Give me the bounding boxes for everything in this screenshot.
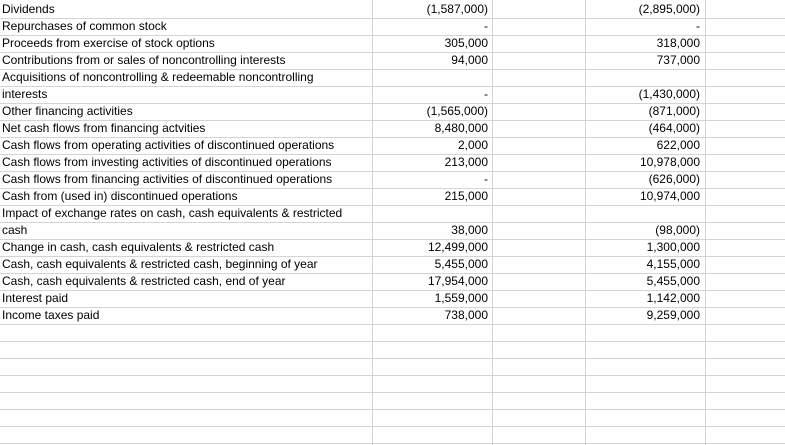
row-label-cell[interactable]: Cash flows from investing activities of discontinued operations [2, 155, 332, 169]
row-label-cell[interactable]: Cash flows from operating activities of discontinued operations [2, 138, 335, 152]
value-cell-col2[interactable]: (626,000) [648, 172, 700, 186]
row-gridline [0, 375, 785, 376]
row-label-cell[interactable]: Cash, cash equivalents & restricted cash, end of year [2, 274, 286, 288]
value-cell-col1[interactable] [372, 69, 488, 86]
value-cell-col1[interactable]: (1,587,000) [426, 2, 488, 16]
value-cell-col2[interactable]: (464,000) [648, 121, 700, 135]
row-label-cell[interactable]: Change in cash, cash equivalents & restricted cash [2, 240, 275, 254]
value-cell-col1[interactable]: - [484, 172, 488, 186]
value-cell-col2[interactable]: 5,455,000 [646, 274, 700, 288]
row-gridline [0, 443, 785, 444]
value-cell-col2[interactable]: - [696, 19, 700, 33]
row-label-cell[interactable]: interests [2, 87, 48, 101]
value-cell-col2[interactable]: 318,000 [656, 36, 700, 50]
value-cell-col2[interactable]: 737,000 [656, 53, 700, 67]
row-label-cell[interactable]: Repurchases of common stock [2, 19, 167, 33]
value-cell-col2[interactable]: (2,895,000) [638, 2, 700, 16]
value-cell-col1[interactable]: 94,000 [451, 53, 488, 67]
value-cell-col1[interactable] [372, 205, 488, 222]
value-cell-col1[interactable]: 38,000 [451, 223, 488, 237]
value-cell-col2[interactable] [585, 205, 700, 222]
value-cell-col2[interactable]: 4,155,000 [646, 257, 700, 271]
value-cell-col1[interactable]: 738,000 [444, 308, 488, 322]
value-cell-col1[interactable]: 305,000 [444, 36, 488, 50]
value-cell-col1[interactable]: 215,000 [444, 189, 488, 203]
value-cell-col2[interactable]: 10,974,000 [639, 189, 700, 203]
row-label-cell[interactable]: Cash flows from financing activities of discontinued operations [2, 172, 333, 186]
value-cell-col1[interactable]: 213,000 [444, 155, 488, 169]
row-gridline [0, 358, 785, 359]
value-cell-col2[interactable]: (1,430,000) [638, 87, 700, 101]
row-label-cell[interactable]: Cash from (used in) discontinued operations [2, 189, 238, 203]
row-label-cell[interactable]: Income taxes paid [2, 308, 100, 322]
row-label-cell[interactable]: Impact of exchange rates on cash, cash equivalents & restricted [2, 206, 343, 220]
value-cell-col2[interactable] [585, 69, 700, 86]
row-gridline [0, 324, 785, 325]
value-cell-col2[interactable]: (871,000) [648, 104, 700, 118]
value-cell-col1[interactable]: 2,000 [457, 138, 488, 152]
value-cell-col1[interactable]: 8,480,000 [434, 121, 488, 135]
row-label-cell[interactable]: Proceeds from exercise of stock options [2, 36, 215, 50]
value-cell-col1[interactable]: 17,954,000 [427, 274, 488, 288]
row-gridline [0, 426, 785, 427]
value-cell-col1[interactable]: - [484, 19, 488, 33]
value-cell-col1[interactable]: 5,455,000 [434, 257, 488, 271]
row-label-cell[interactable]: Net cash flows from financing actvities [2, 121, 206, 135]
value-cell-col1[interactable]: (1,565,000) [426, 104, 488, 118]
value-cell-col1[interactable]: - [484, 87, 488, 101]
value-cell-col2[interactable]: 10,978,000 [639, 155, 700, 169]
row-gridline [0, 409, 785, 410]
value-cell-col1[interactable]: 12,499,000 [427, 240, 488, 254]
row-gridline [0, 341, 785, 342]
value-cell-col2[interactable]: 9,259,000 [646, 308, 700, 322]
row-label-cell[interactable]: Acquisitions of noncontrolling & redeemable noncontrolling [2, 70, 314, 84]
row-label-cell[interactable]: Other financing activities [2, 104, 133, 118]
row-label-cell[interactable]: Interest paid [2, 291, 69, 305]
value-cell-col2[interactable]: 1,300,000 [646, 240, 700, 254]
row-gridline [0, 392, 785, 393]
row-label-cell[interactable]: Contributions from or sales of noncontrolling interests [2, 53, 286, 67]
row-label-cell[interactable]: Cash, cash equivalents & restricted cash, beginning of year [2, 257, 318, 271]
value-cell-col2[interactable]: 1,142,000 [646, 291, 700, 305]
value-cell-col1[interactable]: 1,559,000 [434, 291, 488, 305]
row-label-cell[interactable]: Dividends [2, 2, 55, 16]
value-cell-col2[interactable]: 622,000 [656, 138, 700, 152]
value-cell-col2[interactable]: (98,000) [655, 223, 700, 237]
row-label-cell[interactable]: cash [2, 223, 28, 237]
